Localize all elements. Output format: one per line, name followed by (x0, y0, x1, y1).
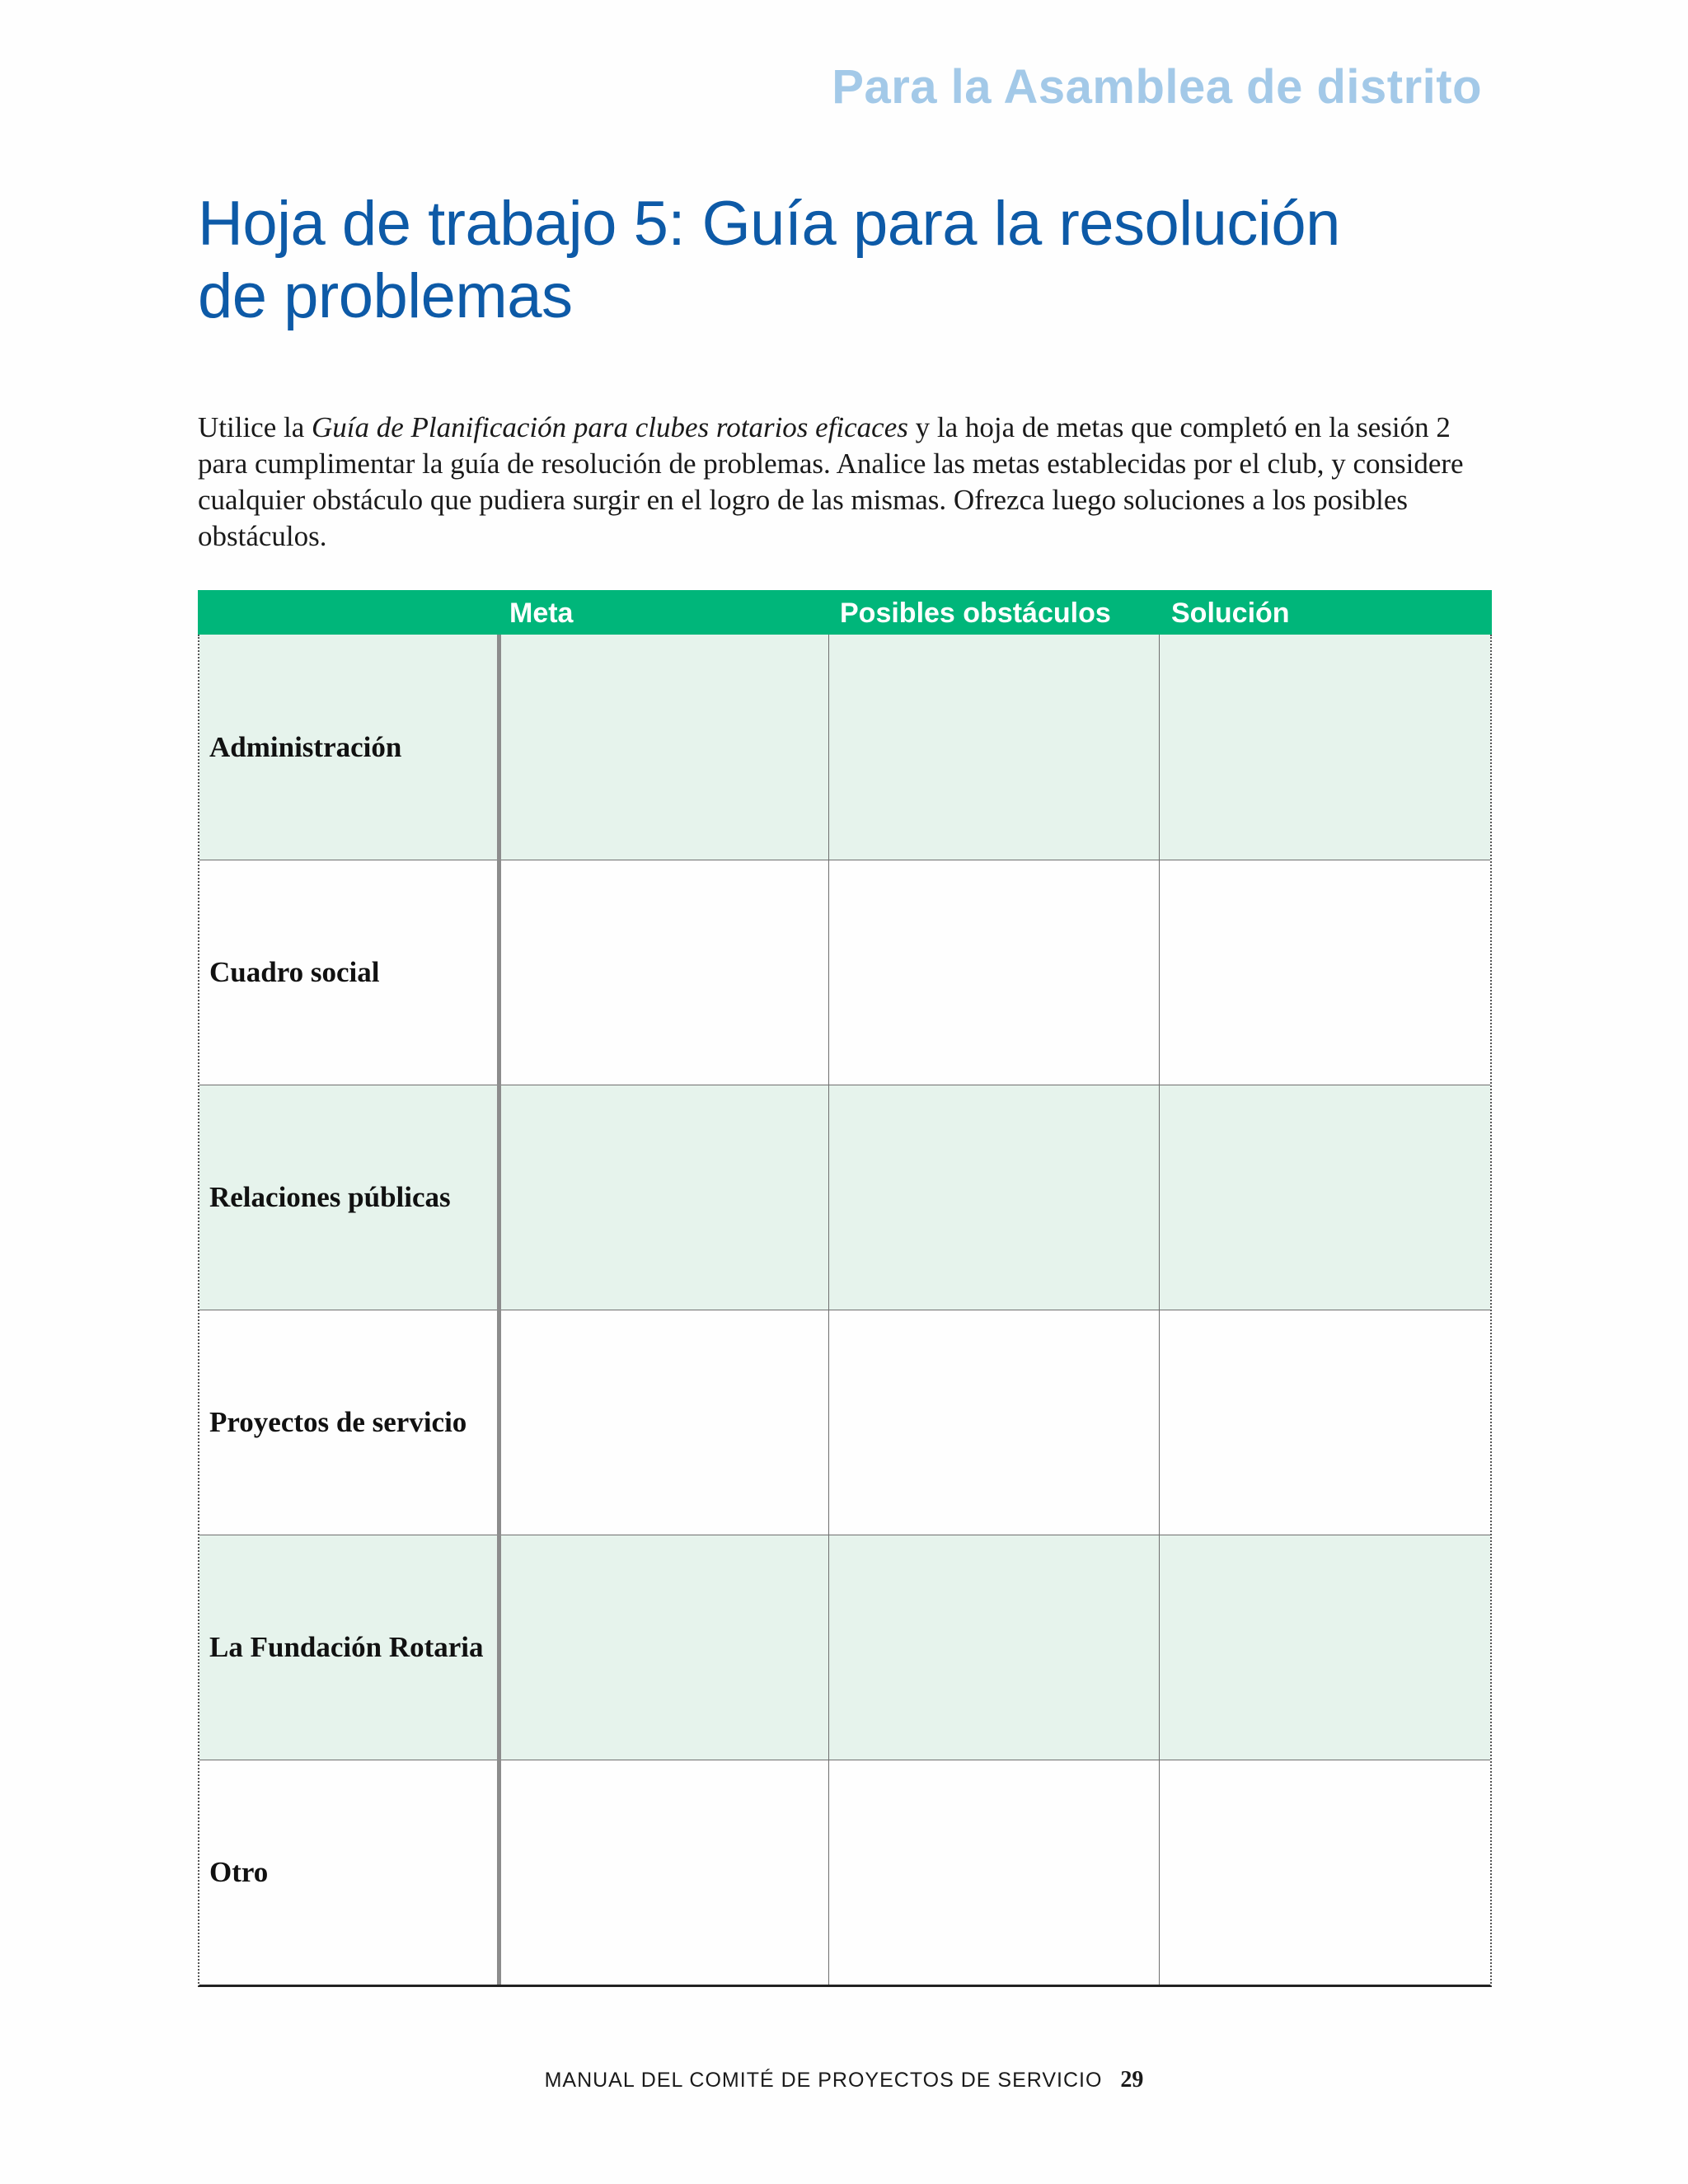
worksheet-row (199, 1535, 1490, 1760)
solucion-cell[interactable] (1159, 860, 1490, 1085)
meta-cell[interactable] (498, 1085, 828, 1310)
obstaculos-cell[interactable] (828, 1310, 1158, 1535)
intro-guide-title: Guía de Planificación para clubes rotarios eficaces (312, 411, 908, 443)
column-divider (828, 635, 829, 1985)
label-column-divider (497, 635, 501, 1985)
page-title (198, 188, 1434, 333)
intro-text-start: Utilice la (198, 411, 312, 443)
worksheet-row (199, 1760, 1490, 1985)
column-header-obstaculos: Posibles obstáculos (840, 598, 1111, 629)
row-label: Otro (209, 1856, 269, 1888)
column-header-solucion: Solución (1171, 598, 1290, 629)
meta-cell[interactable] (498, 1760, 828, 1985)
row-label: Relaciones públicas (209, 1181, 451, 1213)
worksheet-row (199, 1085, 1490, 1310)
row-label: Cuadro social (209, 956, 380, 988)
meta-cell[interactable] (498, 1310, 828, 1535)
column-divider (1159, 635, 1160, 1985)
worksheet-row (199, 1310, 1490, 1535)
problem-solving-worksheet (198, 590, 1492, 1987)
obstaculos-cell[interactable] (828, 1760, 1158, 1985)
solucion-cell[interactable] (1159, 635, 1490, 860)
meta-cell[interactable] (498, 635, 828, 860)
row-label: La Fundación Rotaria (209, 1631, 484, 1663)
row-label: Administración (209, 730, 402, 763)
meta-cell[interactable] (498, 860, 828, 1085)
footer-manual-title: MANUAL DEL COMITÉ DE PROYECTOS DE SERVICIO (544, 2069, 1103, 2092)
obstaculos-cell[interactable] (828, 860, 1158, 1085)
solucion-cell[interactable] (1159, 1085, 1490, 1310)
meta-cell[interactable] (498, 1535, 828, 1760)
intro-text-rest: y la hoja de metas que completó en la sesión 2 para cumplimentar la guía de resolución de problemas. Analice las metas establecidas por el club, y considere cualquier obstáculo que pudiera surgir en el logro de las mismas. Ofrezca luego soluciones a los posibles obstáculos. (198, 411, 1464, 552)
page-footer (0, 2067, 1688, 2093)
solucion-cell[interactable] (1159, 1535, 1490, 1760)
worksheet-body (198, 635, 1492, 1987)
obstaculos-cell[interactable] (828, 1085, 1158, 1310)
worksheet-header (198, 590, 1492, 635)
worksheet-row (199, 635, 1490, 860)
obstaculos-cell[interactable] (828, 635, 1158, 860)
title-line-1: Hoja de trabajo 5: Guía para la resolución (198, 189, 1340, 259)
solucion-cell[interactable] (1159, 1760, 1490, 1985)
page-number: 29 (1120, 2067, 1144, 2093)
running-head: Para la Asamblea de distrito (832, 60, 1482, 114)
obstaculos-cell[interactable] (828, 1535, 1158, 1760)
solucion-cell[interactable] (1159, 1310, 1490, 1535)
intro-paragraph (198, 410, 1500, 555)
title-line-2: de problemas (198, 261, 573, 331)
worksheet-row (199, 860, 1490, 1085)
row-label: Proyectos de servicio (209, 1406, 467, 1438)
column-header-meta: Meta (509, 598, 574, 629)
